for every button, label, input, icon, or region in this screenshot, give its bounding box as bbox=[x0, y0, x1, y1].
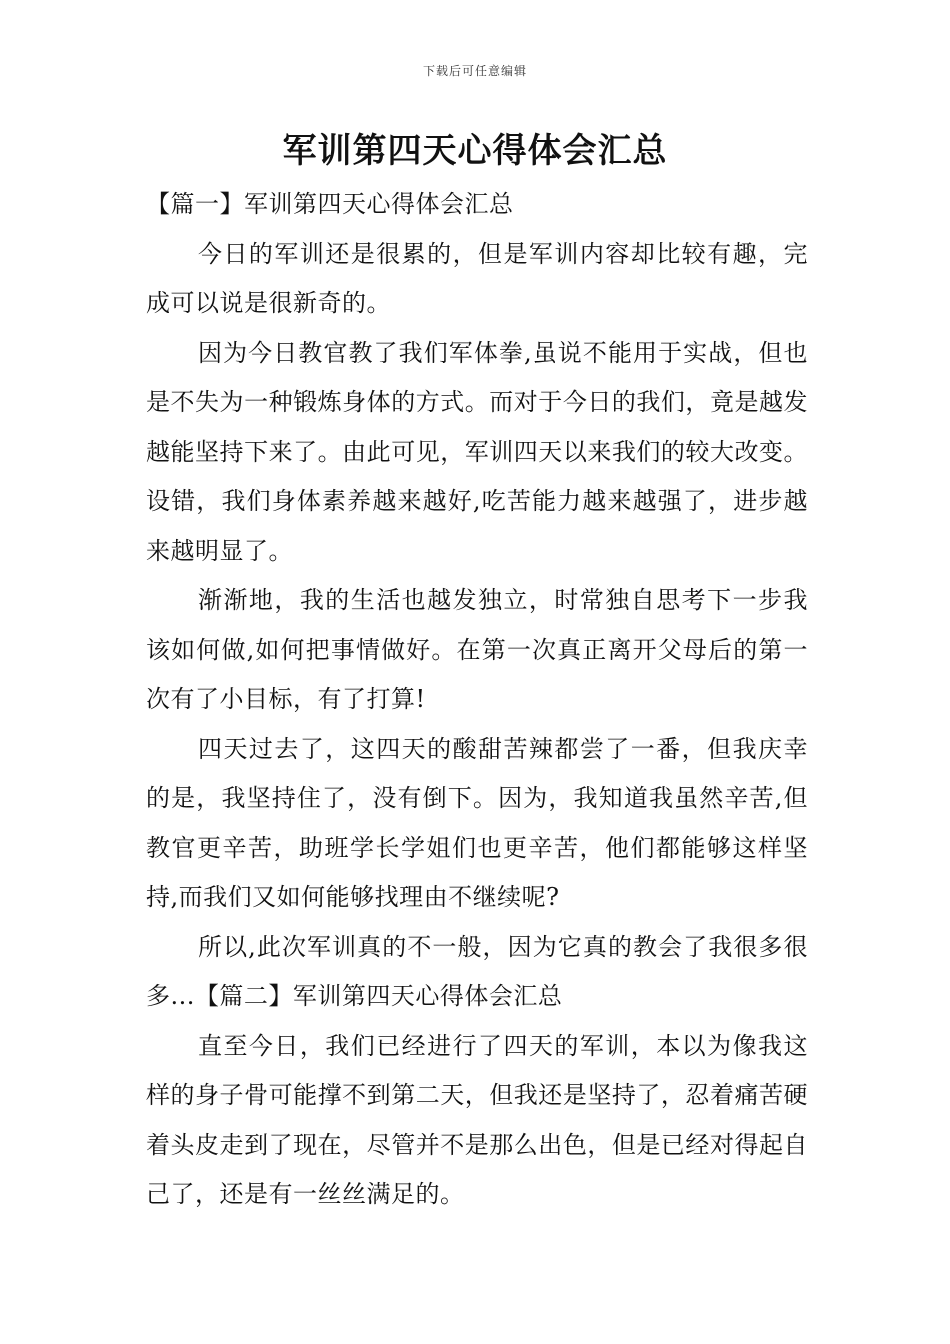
paragraph-6: 直至今日，我们已经进行了四天的军训，本以为像我这样的身子骨可能撑不到第二天，但我还是坚持了，忍着痛苦硬着头皮走到了现在，尽管并不是那么出色，但是已经对得起自己了，还是有一丝丝满足的。 bbox=[146, 1031, 808, 1208]
document-body bbox=[146, 180, 808, 1220]
paragraph-2: 因为今日教官教了我们军体拳,虽说不能用于实战，但也是不失为一种锻炼身体的方式。而对于今日的我们，竟是越发越能坚持下来了。由此可见，军训四天以来我们的较大改变。设错，我们身体素养越来越好,吃苦能力越来越强了，进步越来越明显了。 bbox=[146, 338, 808, 565]
section-heading: 【篇一】军训第四天心得体会汇总 bbox=[146, 190, 514, 218]
paragraph-4: 四天过去了，这四天的酸甜苦辣都尝了一番，但我庆幸的是，我坚持住了，没有倒下。因为，我知道我虽然辛苦,但教官更辛苦，助班学长学姐们也更辛苦，他们都能够这样坚持,而我们又如何能够找理由不继续呢? bbox=[146, 734, 808, 911]
document-title: 军训第四天心得体会汇总 bbox=[282, 131, 668, 171]
paragraph-1: 今日的军训还是很累的，但是军训内容却比较有趣，完成可以说是很新奇的。 bbox=[146, 239, 808, 317]
header-note: 下载后可任意编辑 bbox=[422, 64, 527, 78]
paragraph-3: 渐渐地，我的生活也越发独立，时常独自思考下一步我该如何做,如何把事情做好。在第一次真正离开父母后的第一次有了小目标，有了打算! bbox=[146, 586, 808, 713]
paragraph-5: 所以,此次军训真的不一般，因为它真的教会了我很多很多...【篇二】军训第四天心得体会汇总 bbox=[146, 932, 808, 1010]
